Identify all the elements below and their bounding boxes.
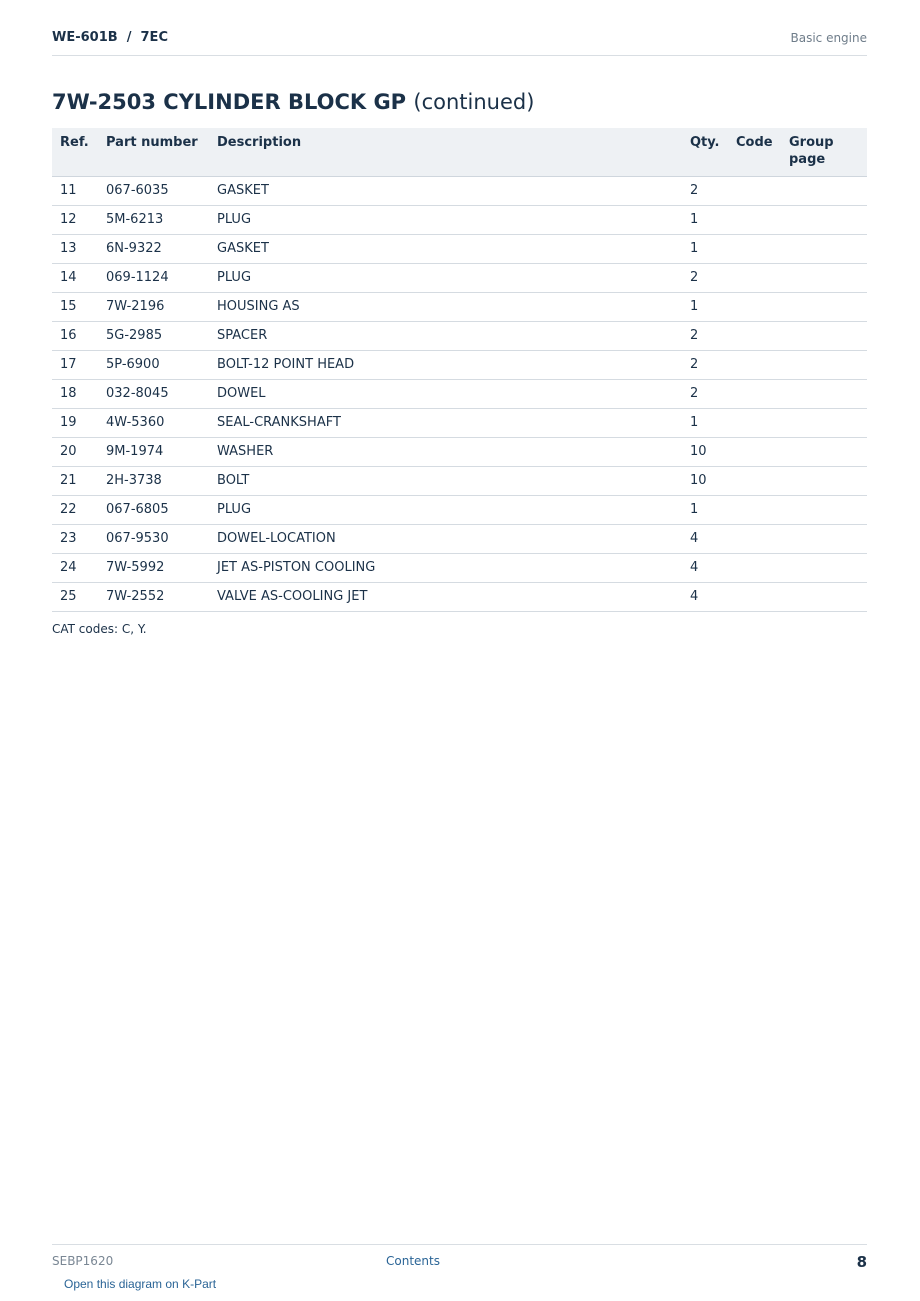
table-row [52,177,867,206]
cell-code [728,554,781,583]
cell-part-number: 067-6035 [98,177,209,206]
cell-part-number: 7W-5992 [98,554,209,583]
cell-qty: 2 [682,351,728,380]
cell-part-number: 7W-2552 [98,583,209,612]
cell-ref: 16 [52,322,98,351]
cell-code [728,380,781,409]
cell-group-page [781,583,867,612]
cell-code [728,293,781,322]
cell-group-page [781,351,867,380]
cell-description: JET AS-PISTON COOLING [209,554,682,583]
cell-group-page [781,322,867,351]
cell-group-page [781,293,867,322]
cell-code [728,438,781,467]
page-title [52,90,534,114]
cell-qty: 2 [682,177,728,206]
header-group-page: Group page [781,128,867,177]
cell-code [728,409,781,438]
cell-code [728,496,781,525]
table-row [52,583,867,612]
cell-qty: 10 [682,467,728,496]
parts-table [52,128,867,612]
cell-description: BOLT [209,467,682,496]
header-qty [682,128,728,177]
cell-description: HOUSING AS [209,293,682,322]
cell-description: SPACER [209,322,682,351]
cell-qty: 1 [682,409,728,438]
document-reference: WE-601B / 7EC [52,30,168,45]
cell-qty: 2 [682,322,728,351]
cell-part-number: 5G-2985 [98,322,209,351]
table-row [52,206,867,235]
cell-description: PLUG [209,264,682,293]
cell-code [728,525,781,554]
cell-description: WASHER [209,438,682,467]
cell-group-page [781,264,867,293]
section-name: Basic engine [790,31,867,45]
cell-ref: 24 [52,554,98,583]
cell-part-number: 4W-5360 [98,409,209,438]
cell-ref: 21 [52,467,98,496]
cell-part-number: 069-1124 [98,264,209,293]
table-row [52,264,867,293]
cell-ref: 11 [52,177,98,206]
cell-group-page [781,409,867,438]
cell-qty: 4 [682,583,728,612]
cell-ref: 22 [52,496,98,525]
cell-code [728,583,781,612]
cell-qty: 1 [682,235,728,264]
cell-qty: 1 [682,496,728,525]
cell-qty: 4 [682,525,728,554]
page-number: 8 [856,1253,867,1271]
table-row [52,322,867,351]
header-part-number: Part number [98,128,209,177]
cell-part-number: 9M-1974 [98,438,209,467]
cell-code [728,177,781,206]
table-row [52,351,867,380]
cell-description: VALVE AS-COOLING JET [209,583,682,612]
title-suffix: (continued) [413,90,535,114]
parts-table-body [52,177,867,612]
table-row [52,467,867,496]
header-qty-label: Qty. [690,135,720,150]
table-row [52,235,867,264]
cell-part-number: 067-9530 [98,525,209,554]
cell-part-number: 7W-2196 [98,293,209,322]
header-ref: Ref. [52,128,98,177]
document-code: SEBP1620 [52,1254,114,1268]
cell-part-number: 6N-9322 [98,235,209,264]
header-code: Code [728,128,781,177]
header-description: Description [209,128,682,177]
cell-group-page [781,438,867,467]
cell-group-page [781,525,867,554]
cell-description: SEAL-CRANKSHAFT [209,409,682,438]
cell-group-page [781,467,867,496]
cell-ref: 25 [52,583,98,612]
cell-qty: 2 [682,380,728,409]
cell-description: DOWEL-LOCATION [209,525,682,554]
cell-qty: 2 [682,264,728,293]
table-row [52,496,867,525]
cell-code [728,467,781,496]
cell-qty: 1 [682,206,728,235]
cell-description: GASKET [209,235,682,264]
cell-ref: 14 [52,264,98,293]
cell-ref: 18 [52,380,98,409]
cell-part-number: 067-6805 [98,496,209,525]
cell-part-number: 2H-3738 [98,467,209,496]
cell-code [728,322,781,351]
cell-group-page [781,496,867,525]
cell-group-page [781,554,867,583]
title-main: 7W-2503 CYLINDER BLOCK GP [52,90,407,114]
cell-group-page [781,177,867,206]
table-row [52,293,867,322]
cell-ref: 12 [52,206,98,235]
cell-part-number: 5M-6213 [98,206,209,235]
kpart-diagram-link[interactable]: Open this diagram on K-Part [64,1277,217,1291]
cell-group-page [781,380,867,409]
cat-codes-note: CAT codes: C, Y. [52,622,147,636]
table-row [52,525,867,554]
cell-code [728,235,781,264]
cell-qty: 4 [682,554,728,583]
cell-part-number: 032-8045 [98,380,209,409]
cell-group-page [781,235,867,264]
cell-ref: 20 [52,438,98,467]
cell-ref: 15 [52,293,98,322]
cell-ref: 13 [52,235,98,264]
table-row [52,380,867,409]
cell-description: PLUG [209,206,682,235]
cell-code [728,264,781,293]
cell-description: DOWEL [209,380,682,409]
cell-qty: 1 [682,293,728,322]
cell-ref: 23 [52,525,98,554]
cell-part-number: 5P-6900 [98,351,209,380]
cell-description: GASKET [209,177,682,206]
cell-code [728,351,781,380]
table-row [52,438,867,467]
cell-group-page [781,206,867,235]
page-footer [52,1244,867,1301]
table-row [52,554,867,583]
table-header-row [52,128,867,177]
table-row [52,409,867,438]
page-header [52,28,867,56]
contents-link[interactable]: Contents [386,1254,440,1268]
cell-code [728,206,781,235]
cell-description: BOLT-12 POINT HEAD [209,351,682,380]
cell-qty: 10 [682,438,728,467]
cell-description: PLUG [209,496,682,525]
cell-ref: 17 [52,351,98,380]
cell-ref: 19 [52,409,98,438]
